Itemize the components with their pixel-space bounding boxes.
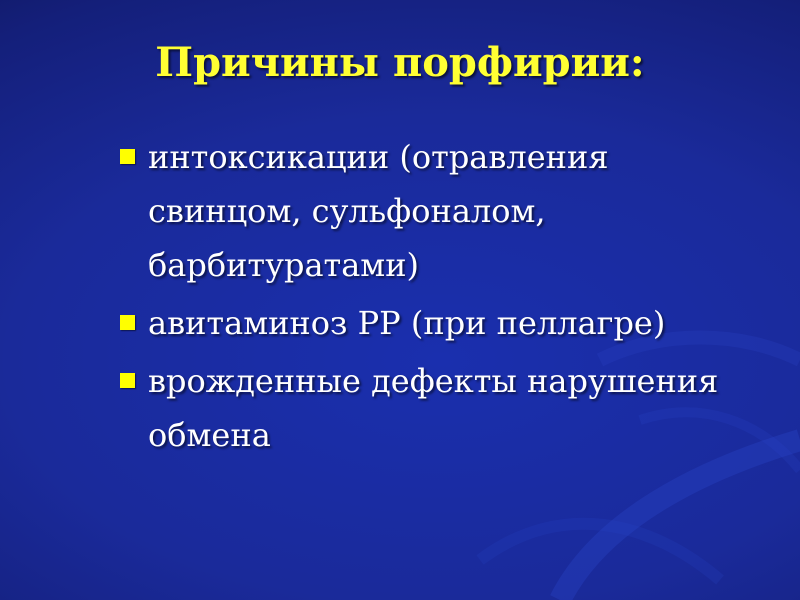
list-item [120,296,720,350]
bullet-text: авитаминоз РР (при пеллагре) [148,304,666,342]
list-item [120,130,720,292]
square-bullet-icon [120,149,135,164]
slide-title: Причины порфирии: [155,39,645,86]
square-bullet-icon [120,373,135,388]
bullet-text: врожденные дефекты нарушения обмена [148,362,719,454]
bullet-text: интоксикации (отравления свинцом, сульфоналом, барбитуратами) [148,138,609,284]
list-item [120,354,720,462]
bullet-list [120,130,720,466]
square-bullet-icon [120,315,135,330]
